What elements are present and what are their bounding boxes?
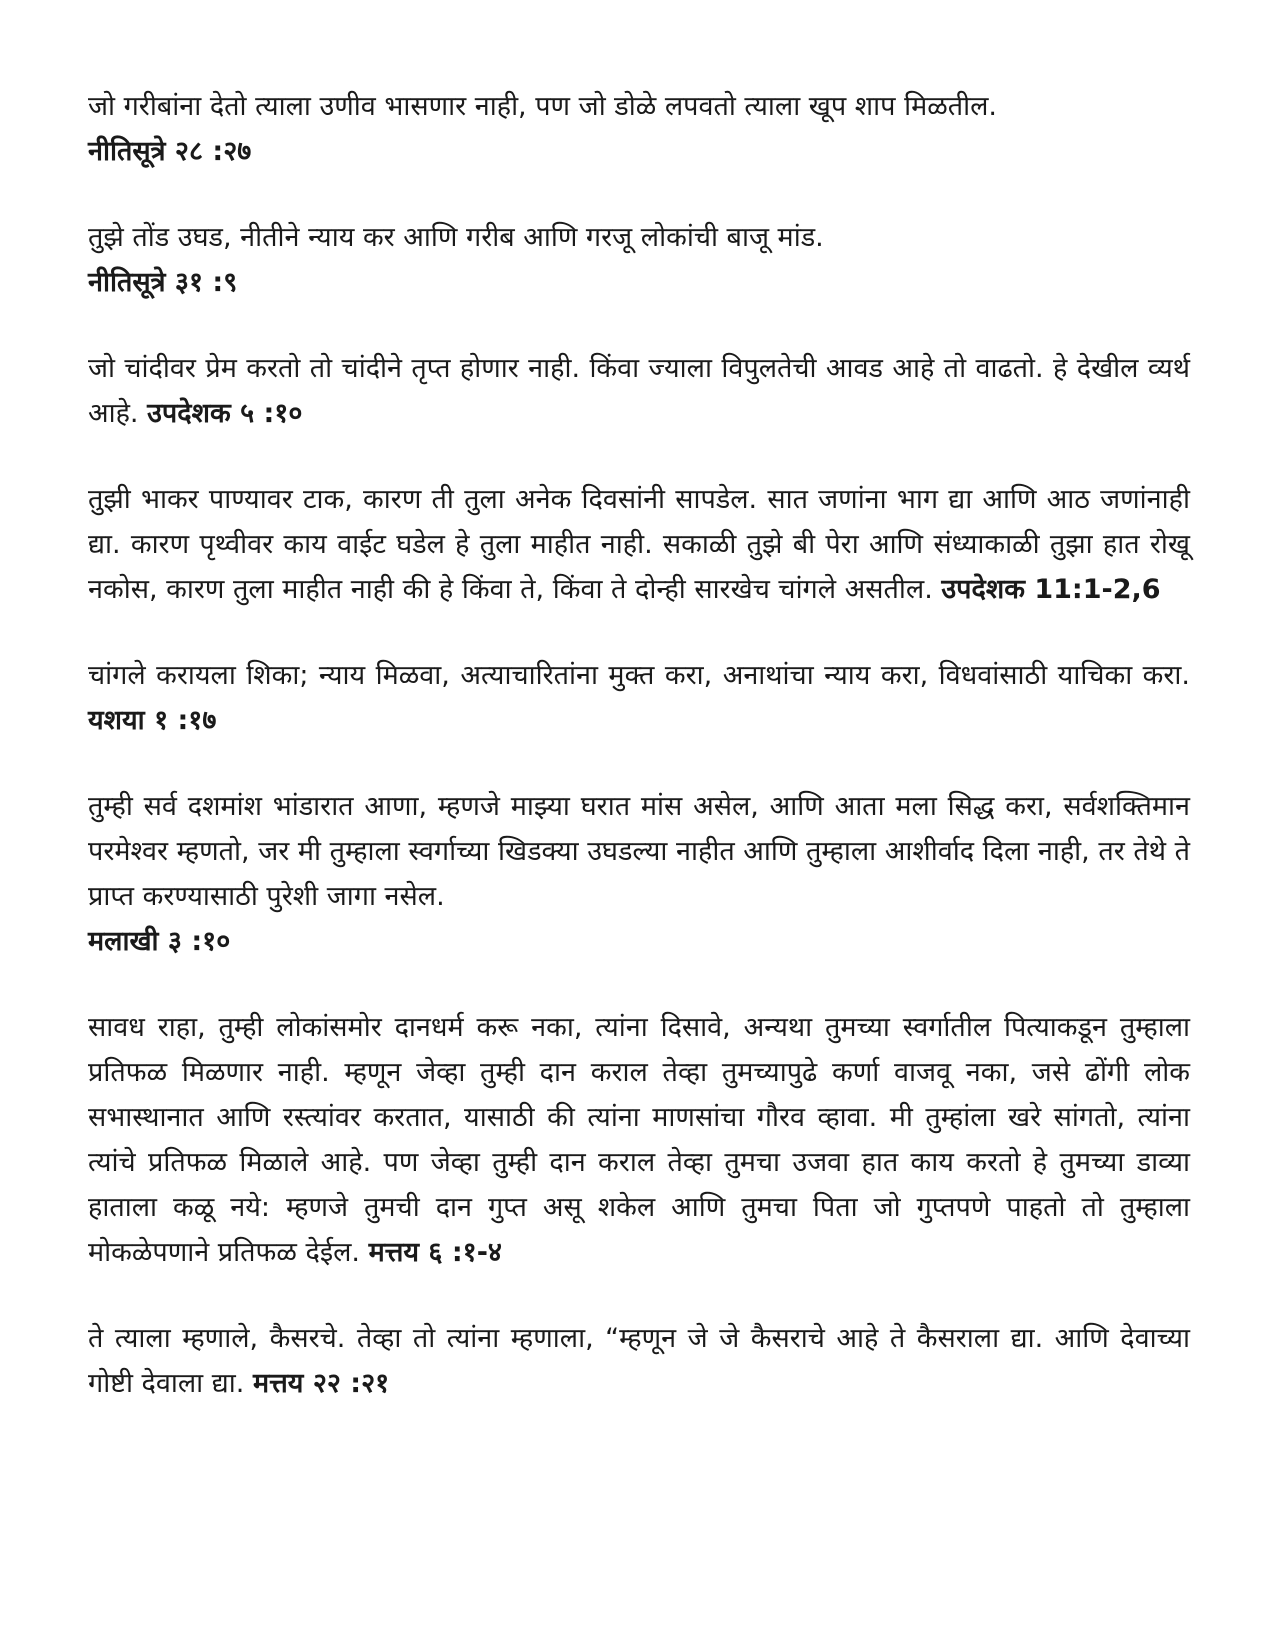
verse-reference: मलाखी ३ :१० [88, 926, 231, 957]
verse-block [88, 477, 1190, 612]
verse-reference: मत्तय २२ :२१ [252, 1368, 390, 1399]
verse-reference: नीतिसूत्रे २८ :२७ [88, 136, 252, 167]
verse-reference: यशया १ :१७ [88, 705, 217, 736]
verse-block [88, 1005, 1190, 1275]
verse-block [88, 1316, 1190, 1406]
verse-block [88, 653, 1190, 743]
verse-text: जो चांदीवर प्रेम करतो तो चांदीने तृप्त होणार नाही. किंवा ज्याला विपुलतेची आवड आहे तो वाढतो. हे देखील व्यर्थ आहे. [88, 353, 1190, 429]
verse-text: तुझी भाकर पाण्यावर टाक, कारण ती तुला अनेक दिवसांनी सापडेल. सात जणांना भाग द्या आणि आठ जणांनाही द्या. कारण पृथ्वीवर काय वाईट घडेल हे तुला माहीत नाही. सकाळी तुझे बी पेरा आणि संध्याकाळी तुझा हात रोखू नकोस, कारण तुला माहीत नाही की हे किंवा ते, किंवा ते दोन्ही सारखेच चांगले असतील. [88, 484, 1190, 605]
document-page [88, 84, 1190, 1447]
verse-block [88, 215, 1190, 305]
verse-text: तुझे तोंड उघड, नीतीने न्याय कर आणि गरीब आणि गरजू लोकांची बाजू मांड. [88, 222, 824, 253]
verse-reference: उपदेशक ५ :१० [147, 398, 303, 429]
verse-reference: नीतिसूत्रे ३१ :९ [88, 267, 238, 298]
verse-text: सावध राहा, तुम्ही लोकांसमोर दानधर्म करू नका, त्यांना दिसावे, अन्यथा तुमच्या स्वर्गातील पित्याकडून तुम्हाला प्रतिफळ मिळणार नाही. म्हणून जेव्हा तुम्ही दान कराल तेव्हा तुमच्यापुढे कर्णा वाजवू नका, जसे ढोंगी लोक सभास्थानात आणि रस्त्यांवर करतात, यासाठी की त्यांना माणसांचा गौरव व्हावा. मी तुम्हांला खरे सांगतो, त्यांना त्यांचे प्रतिफळ मिळाले आहे. पण जेव्हा तुम्ही दान कराल तेव्हा तुमचा उजवा हात काय करतो हे तुमच्या डाव्या हाताला कळू नये: म्हणजे तुमची दान गुप्त असू शकेल आणि तुमचा पिता जो गुप्तपणे पाहतो तो तुम्हाला मोकळेपणाने प्रतिफळ देईल. [88, 1012, 1190, 1268]
verse-text: जो गरीबांना देतो त्याला उणीव भासणार नाही, पण जो डोळे लपवतो त्याला खूप शाप मिळतील. [88, 91, 998, 122]
verse-text: तुम्ही सर्व दशमांश भांडारात आणा, म्हणजे माझ्या घरात मांस असेल, आणि आता मला सिद्ध करा, सर्वशक्तिमान परमेश्वर म्हणतो, जर मी तुम्हाला स्वर्गाच्या खिडक्या उघडल्या नाहीत आणि तुम्हाला आशीर्वाद दिला नाही, तर तेथे ते प्राप्त करण्यासाठी पुरेशी जागा नसेल. [88, 791, 1190, 912]
verse-text: चांगले करायला शिका; न्याय मिळवा, अत्याचारितांना मुक्त करा, अनाथांचा न्याय करा, विधवांसाठी याचिका करा. [88, 660, 1190, 691]
verse-block [88, 784, 1190, 964]
verse-block [88, 84, 1190, 174]
verse-text: ते त्याला म्हणाले, कैसरचे. तेव्हा तो त्यांना म्हणाला, “म्हणून जे जे कैसराचे आहे ते कैसराला द्या. आणि देवाच्या गोष्टी देवाला द्या. [88, 1323, 1190, 1399]
verse-reference: मत्तय ६ :१-४ [368, 1237, 502, 1268]
verse-block [88, 346, 1190, 436]
verse-reference: उपदेशक 11:1-2,6 [941, 574, 1161, 605]
